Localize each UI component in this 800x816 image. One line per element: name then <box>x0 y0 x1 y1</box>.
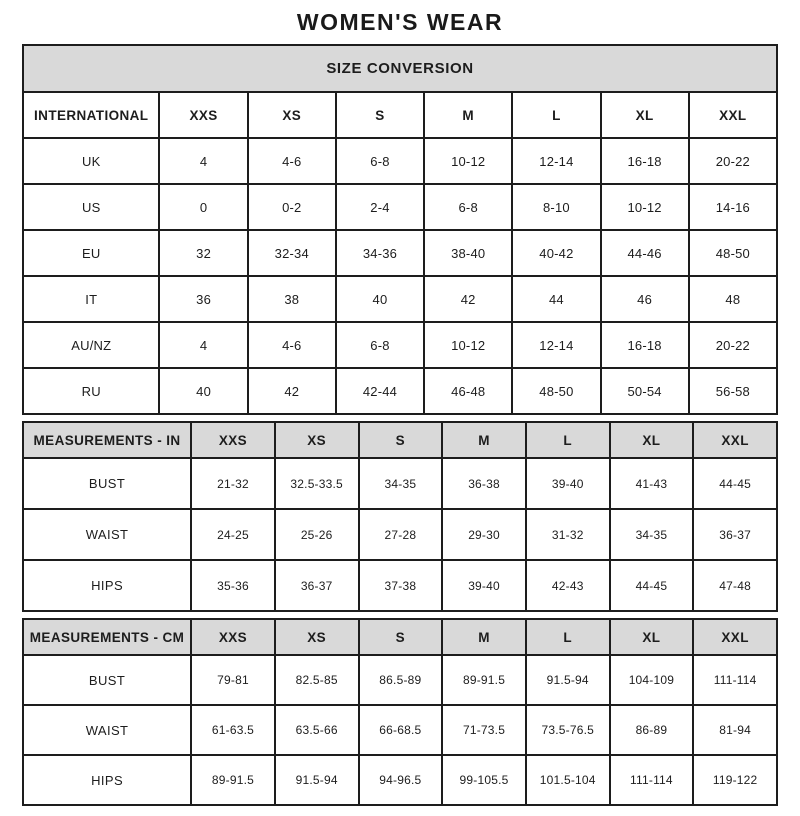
table-row <box>23 458 777 509</box>
size-column-header: XXL <box>689 92 777 138</box>
table-row <box>23 322 777 368</box>
size-column-header: XXS <box>191 619 275 655</box>
size-column-header: S <box>336 92 424 138</box>
cell-value: 10-12 <box>424 138 512 184</box>
cell-value: 101.5-104 <box>526 755 610 805</box>
row-label: WAIST <box>23 509 191 560</box>
size-column-header: XXS <box>191 422 275 458</box>
cell-value: 63.5-66 <box>275 705 359 755</box>
cell-value: 12-14 <box>512 322 600 368</box>
size-column-header: M <box>424 92 512 138</box>
cell-value: 89-91.5 <box>191 755 275 805</box>
cell-value: 40-42 <box>512 230 600 276</box>
row-label: US <box>23 184 159 230</box>
cell-value: 42-43 <box>526 560 610 611</box>
row-header-label: INTERNATIONAL <box>23 92 159 138</box>
cell-value: 10-12 <box>424 322 512 368</box>
row-label: IT <box>23 276 159 322</box>
cell-value: 40 <box>336 276 424 322</box>
cell-value: 29-30 <box>442 509 526 560</box>
cell-value: 73.5-76.5 <box>526 705 610 755</box>
cell-value: 12-14 <box>512 138 600 184</box>
row-label: EU <box>23 230 159 276</box>
cell-value: 39-40 <box>442 560 526 611</box>
size-column-header: L <box>512 92 600 138</box>
table-row <box>23 230 777 276</box>
table-row <box>23 368 777 414</box>
cell-value: 37-38 <box>359 560 443 611</box>
cell-value: 36 <box>159 276 247 322</box>
cell-value: 4-6 <box>248 138 336 184</box>
cell-value: 16-18 <box>601 322 689 368</box>
cell-value: 44-45 <box>693 458 777 509</box>
size-conversion-table <box>22 44 778 415</box>
cell-value: 32.5-33.5 <box>275 458 359 509</box>
cell-value: 42 <box>424 276 512 322</box>
cell-value: 14-16 <box>689 184 777 230</box>
cell-value: 38-40 <box>424 230 512 276</box>
cell-value: 31-32 <box>526 509 610 560</box>
cell-value: 82.5-85 <box>275 655 359 705</box>
cell-value: 21-32 <box>191 458 275 509</box>
cell-value: 91.5-94 <box>275 755 359 805</box>
cell-value: 20-22 <box>689 138 777 184</box>
cell-value: 25-26 <box>275 509 359 560</box>
cell-value: 44-46 <box>601 230 689 276</box>
cell-value: 46 <box>601 276 689 322</box>
cell-value: 6-8 <box>424 184 512 230</box>
cell-value: 6-8 <box>336 322 424 368</box>
size-column-header: XL <box>610 422 694 458</box>
row-label: HIPS <box>23 560 191 611</box>
cell-value: 8-10 <box>512 184 600 230</box>
row-label: BUST <box>23 458 191 509</box>
row-label: UK <box>23 138 159 184</box>
cell-value: 46-48 <box>424 368 512 414</box>
table-row <box>23 705 777 755</box>
size-column-header: L <box>526 422 610 458</box>
cell-value: 6-8 <box>336 138 424 184</box>
size-column-header: XS <box>275 422 359 458</box>
table-row <box>23 560 777 611</box>
cell-value: 32-34 <box>248 230 336 276</box>
table-header-row <box>23 92 777 138</box>
size-column-header: XS <box>248 92 336 138</box>
size-column-header: XL <box>610 619 694 655</box>
cell-value: 34-36 <box>336 230 424 276</box>
size-column-header: XL <box>601 92 689 138</box>
size-column-header: S <box>359 422 443 458</box>
page-title: WOMEN'S WEAR <box>296 9 504 35</box>
cell-value: 48-50 <box>689 230 777 276</box>
cell-value: 4 <box>159 322 247 368</box>
size-column-header: M <box>442 619 526 655</box>
size-column-header: XXL <box>693 619 777 655</box>
row-label: HIPS <box>23 755 191 805</box>
size-column-header: XS <box>275 619 359 655</box>
cell-value: 0 <box>159 184 247 230</box>
cell-value: 34-35 <box>610 509 694 560</box>
cell-value: 41-43 <box>610 458 694 509</box>
cell-value: 36-37 <box>275 560 359 611</box>
size-column-header: M <box>442 422 526 458</box>
cell-value: 99-105.5 <box>442 755 526 805</box>
cell-value: 24-25 <box>191 509 275 560</box>
cell-value: 36-38 <box>442 458 526 509</box>
cell-value: 71-73.5 <box>442 705 526 755</box>
table-title-row <box>23 45 777 92</box>
cell-value: 10-12 <box>601 184 689 230</box>
table-row <box>23 755 777 805</box>
table-row <box>23 509 777 560</box>
cell-value: 104-109 <box>610 655 694 705</box>
cell-value: 16-18 <box>601 138 689 184</box>
cell-value: 44-45 <box>610 560 694 611</box>
table-header-row <box>23 619 777 655</box>
row-header-label: MEASUREMENTS - IN <box>23 422 191 458</box>
cell-value: 4-6 <box>248 322 336 368</box>
cell-value: 36-37 <box>693 509 777 560</box>
table-row <box>23 138 777 184</box>
row-label: BUST <box>23 655 191 705</box>
row-header-label: MEASUREMENTS - CM <box>23 619 191 655</box>
table-row <box>23 655 777 705</box>
cell-value: 56-58 <box>689 368 777 414</box>
size-column-header: XXS <box>159 92 247 138</box>
cell-value: 42 <box>248 368 336 414</box>
size-column-header: XXL <box>693 422 777 458</box>
table-row <box>23 276 777 322</box>
cell-value: 91.5-94 <box>526 655 610 705</box>
cell-value: 2-4 <box>336 184 424 230</box>
cell-value: 66-68.5 <box>359 705 443 755</box>
cell-value: 40 <box>159 368 247 414</box>
measurements-cm-table <box>22 618 778 806</box>
cell-value: 111-114 <box>610 755 694 805</box>
cell-value: 27-28 <box>359 509 443 560</box>
cell-value: 79-81 <box>191 655 275 705</box>
cell-value: 32 <box>159 230 247 276</box>
cell-value: 35-36 <box>191 560 275 611</box>
cell-value: 89-91.5 <box>442 655 526 705</box>
size-column-header: L <box>526 619 610 655</box>
cell-value: 44 <box>512 276 600 322</box>
cell-value: 86-89 <box>610 705 694 755</box>
cell-value: 48-50 <box>512 368 600 414</box>
table-title: SIZE CONVERSION <box>23 45 777 92</box>
cell-value: 81-94 <box>693 705 777 755</box>
cell-value: 0-2 <box>248 184 336 230</box>
cell-value: 111-114 <box>693 655 777 705</box>
cell-value: 42-44 <box>336 368 424 414</box>
cell-value: 39-40 <box>526 458 610 509</box>
cell-value: 20-22 <box>689 322 777 368</box>
row-label: RU <box>23 368 159 414</box>
row-label: WAIST <box>23 705 191 755</box>
cell-value: 4 <box>159 138 247 184</box>
cell-value: 86.5-89 <box>359 655 443 705</box>
size-column-header: S <box>359 619 443 655</box>
cell-value: 34-35 <box>359 458 443 509</box>
row-label: AU/NZ <box>23 322 159 368</box>
cell-value: 119-122 <box>693 755 777 805</box>
table-row <box>23 184 777 230</box>
cell-value: 38 <box>248 276 336 322</box>
table-header-row <box>23 422 777 458</box>
cell-value: 94-96.5 <box>359 755 443 805</box>
cell-value: 47-48 <box>693 560 777 611</box>
cell-value: 61-63.5 <box>191 705 275 755</box>
measurements-in-table <box>22 421 778 612</box>
cell-value: 48 <box>689 276 777 322</box>
cell-value: 50-54 <box>601 368 689 414</box>
